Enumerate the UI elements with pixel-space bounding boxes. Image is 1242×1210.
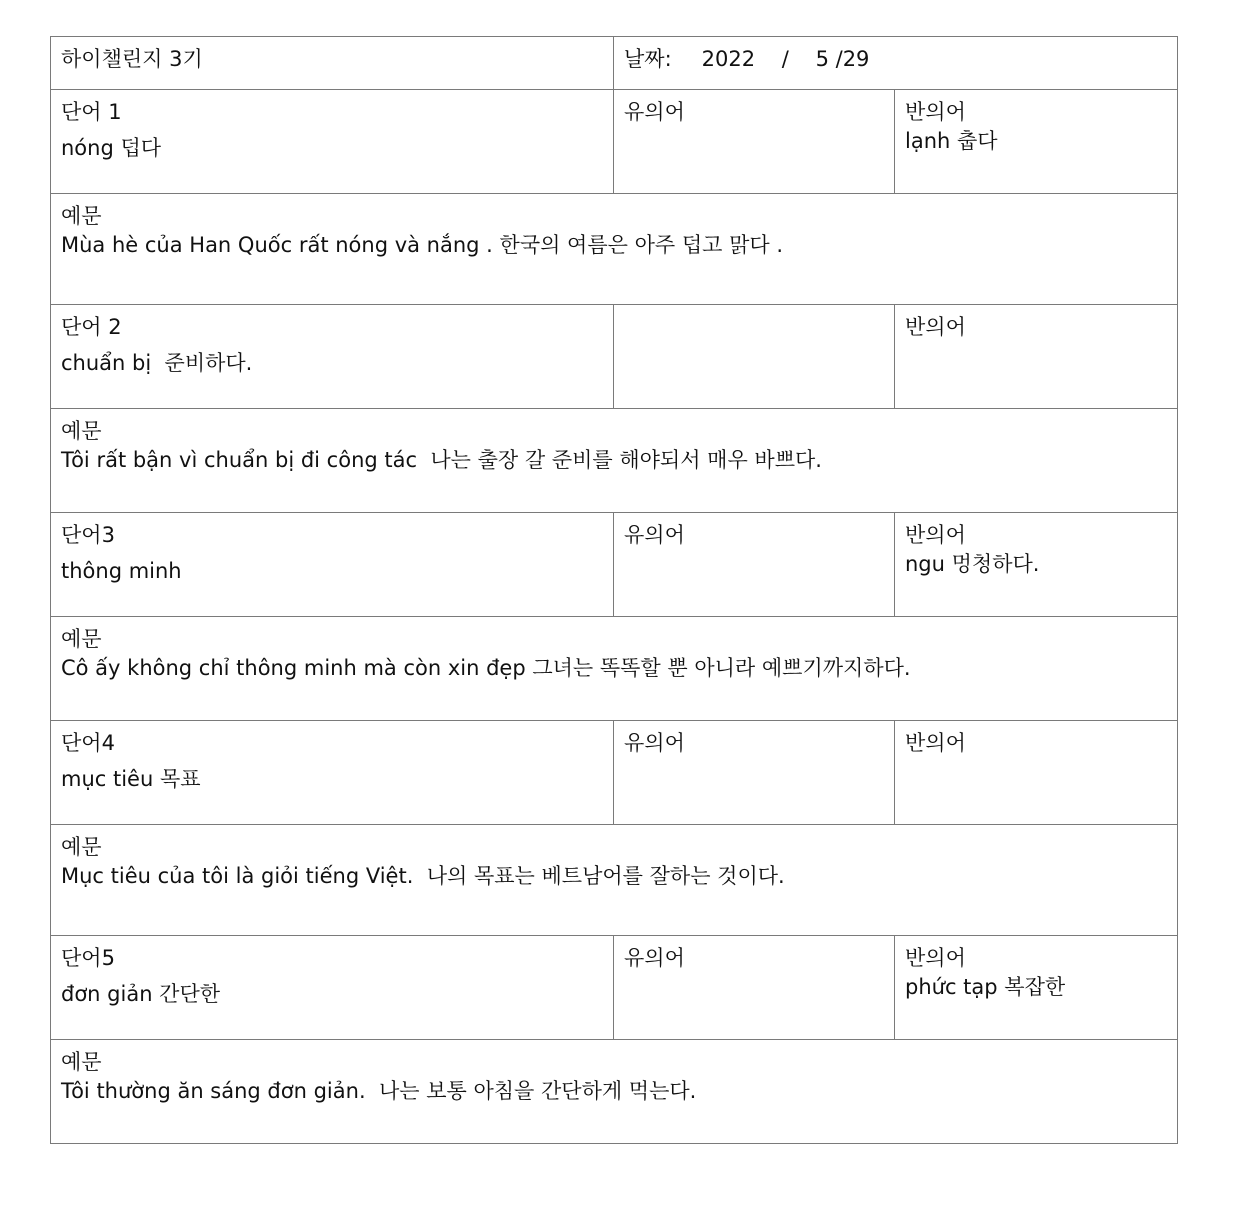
word-cell — [51, 936, 614, 1040]
antonym-label: 반의어 — [905, 523, 966, 547]
antonym-cell — [895, 305, 1178, 409]
example-label: 예문 — [61, 627, 102, 651]
word-cell — [51, 721, 614, 825]
example-cell — [51, 1040, 1178, 1144]
antonym-cell — [895, 513, 1178, 617]
example-text: Mùa hè của Han Quốc rất nóng và nắng . 한국의 여름은 아주 덥고 맑다 . — [61, 233, 784, 258]
example-row — [51, 409, 1178, 513]
antonym-label: 반의어 — [905, 315, 966, 339]
word-cell — [51, 513, 614, 617]
antonym-text: ngu 멍청하다. — [905, 552, 1040, 577]
word-label: 단어3 — [61, 523, 115, 547]
antonym-label: 반의어 — [905, 731, 966, 755]
example-text: Tôi thường ăn sáng đơn giản. 나는 보통 아침을 간단하게 먹는다. — [61, 1079, 697, 1104]
example-label: 예문 — [61, 419, 102, 443]
example-cell — [51, 409, 1178, 513]
synonym-cell — [614, 936, 895, 1040]
date-cell — [614, 37, 1178, 90]
vocabulary-worksheet-table — [50, 36, 1178, 1144]
worksheet-title-cell — [51, 37, 614, 90]
word-cell — [51, 305, 614, 409]
word-label: 단어 1 — [61, 100, 122, 124]
word-row — [51, 721, 1178, 825]
word-row — [51, 90, 1178, 194]
word-cell — [51, 90, 614, 194]
synonym-label: 유의어 — [624, 523, 685, 547]
word-text: mục tiêu 목표 — [61, 767, 201, 792]
example-text: Cô ấy không chỉ thông minh mà còn xin đẹp 그녀는 똑똑할 뿐 아니라 예쁘기까지하다. — [61, 656, 911, 681]
word-label: 단어4 — [61, 731, 115, 755]
example-label: 예문 — [61, 835, 102, 859]
word-text: chuẩn bị 준비하다. — [61, 351, 253, 376]
antonym-text: phức tạp 복잡한 — [905, 975, 1066, 1000]
word-row — [51, 936, 1178, 1040]
word-row — [51, 305, 1178, 409]
synonym-cell — [614, 513, 895, 617]
example-row — [51, 194, 1178, 305]
antonym-text: lạnh 춥다 — [905, 129, 998, 154]
word-row — [51, 513, 1178, 617]
example-row — [51, 825, 1178, 936]
worksheet-header-row — [51, 37, 1178, 90]
synonym-cell — [614, 721, 895, 825]
worksheet-title: 하이챌린지 3기 — [61, 47, 203, 71]
word-label: 단어 2 — [61, 315, 122, 339]
example-row — [51, 617, 1178, 721]
antonym-cell — [895, 936, 1178, 1040]
example-cell — [51, 194, 1178, 305]
word-label: 단어5 — [61, 946, 115, 970]
antonym-cell — [895, 721, 1178, 825]
example-text: Tôi rất bận vì chuẩn bị đi công tác 나는 출장 갈 준비를 해야되서 매우 바쁘다. — [61, 448, 822, 473]
synonym-cell — [614, 90, 895, 194]
date-value: 2022 / 5 /29 — [701, 47, 870, 71]
example-text: Mục tiêu của tôi là giỏi tiếng Việt. 나의 목표는 베트남어를 잘하는 것이다. — [61, 864, 785, 889]
date-label: 날짜: — [624, 47, 672, 71]
example-row — [51, 1040, 1178, 1144]
antonym-label: 반의어 — [905, 946, 966, 970]
synonym-cell — [614, 305, 895, 409]
word-text: đơn giản 간단한 — [61, 982, 221, 1007]
antonym-cell — [895, 90, 1178, 194]
synonym-label: 유의어 — [624, 731, 685, 755]
example-label: 예문 — [61, 204, 102, 228]
synonym-label: 유의어 — [624, 946, 685, 970]
example-cell — [51, 825, 1178, 936]
word-text: thông minh — [61, 559, 182, 584]
word-text: nóng 덥다 — [61, 136, 162, 161]
antonym-label: 반의어 — [905, 100, 966, 124]
example-cell — [51, 617, 1178, 721]
example-label: 예문 — [61, 1050, 102, 1074]
synonym-label: 유의어 — [624, 100, 685, 124]
